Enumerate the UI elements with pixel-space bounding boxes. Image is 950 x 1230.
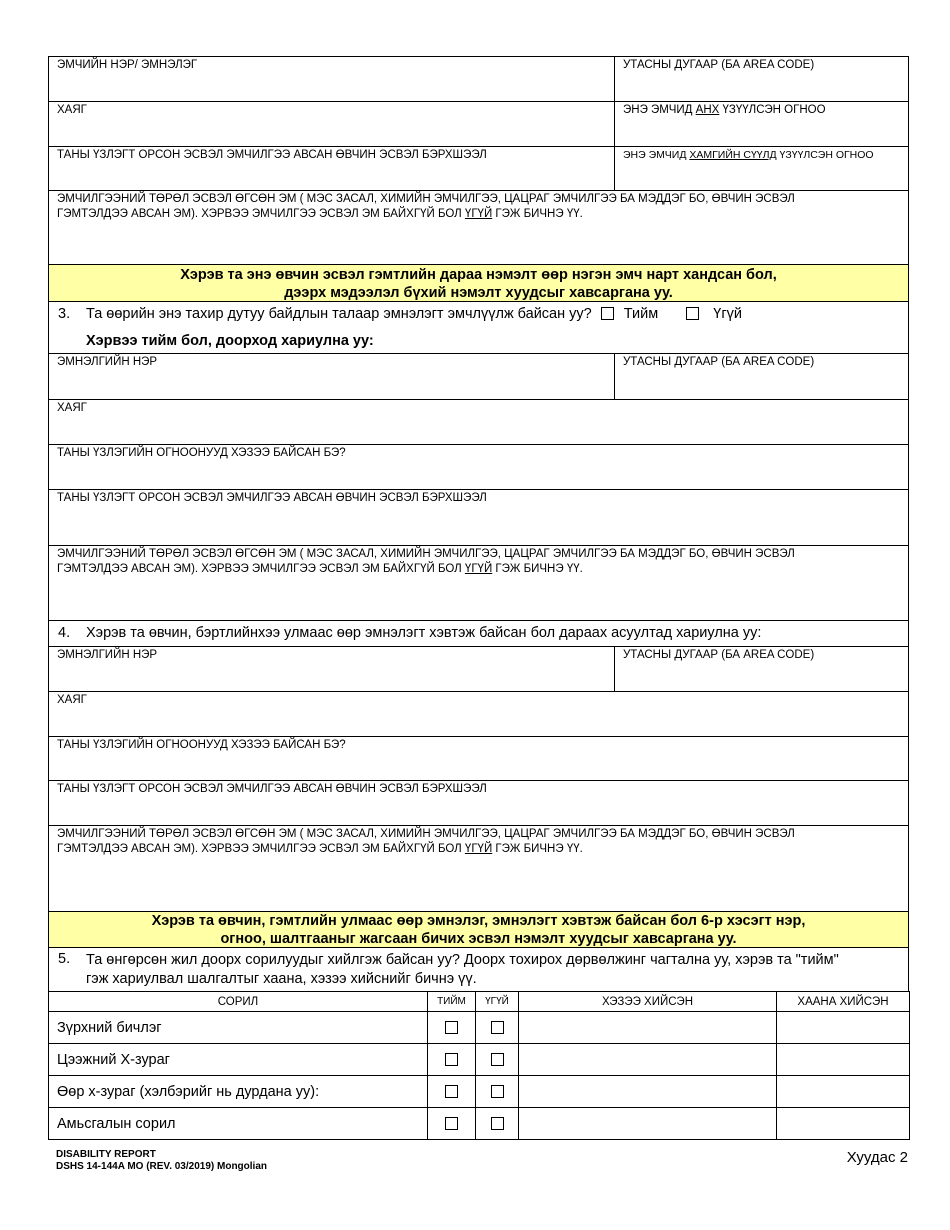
col-when: ХЭЗЭЭ ХИЙСЭН (519, 992, 777, 1012)
hospital2-treatment-cell[interactable] (48, 825, 909, 912)
hospital2-phone-label: УТАСНЫ ДУГААР (БА AREA CODE) (623, 649, 815, 661)
table-row (49, 1012, 910, 1044)
test-name: Цээжний Х-зураг (49, 1044, 428, 1076)
hospital2-reason-cell[interactable] (48, 780, 909, 826)
hospital1-name-cell[interactable] (48, 353, 615, 400)
test-where-cell[interactable] (777, 1044, 910, 1076)
q3-no-checkbox[interactable] (686, 307, 699, 320)
footer-form-info (56, 1149, 267, 1173)
hospital1-name-label: ЭМНЭЛГИЙН НЭР (57, 356, 158, 368)
test-no-checkbox[interactable] (491, 1021, 504, 1034)
doctor-address-cell[interactable] (48, 101, 615, 147)
test-when-cell[interactable] (519, 1076, 777, 1108)
test-name: Өөр х-зураг (хэлбэрийг нь дурдана уу): (49, 1076, 428, 1108)
doctor-phone-label: УТАСНЫ ДУГААР (БА AREA CODE) (623, 59, 815, 71)
question-5-number: 5. (58, 951, 71, 967)
first-visit-cell[interactable] (614, 101, 909, 147)
test-yes-checkbox[interactable] (445, 1117, 458, 1130)
page-number: Хуудас 2 (846, 1149, 908, 1166)
test-yes-checkbox[interactable] (445, 1053, 458, 1066)
test-where-cell[interactable] (777, 1012, 910, 1044)
test-where-cell[interactable] (777, 1076, 910, 1108)
additional-doctors-notice: Хэрэв та энэ өвчин эсвэл гэмтлийн дараа нэмэлт өөр нэгэн эмч нарт хандсан бол, дээрх мэдээлэл бүхий нэмэлт хуудсыг хавсаргана уу. (48, 264, 909, 302)
test-when-cell[interactable] (519, 1044, 777, 1076)
hospital2-reason-label: ТАНЫ ҮЗЛЭГТ ОРСОН ЭСВЭЛ ЭМЧИЛГЭЭ АВСАН ӨВЧИН ЭСВЭЛ БЭРХШЭЭЛ (57, 783, 487, 795)
doctor-address-label: ХАЯГ (57, 104, 87, 116)
hospital1-reason-label: ТАНЫ ҮЗЛЭГТ ОРСОН ЭСВЭЛ ЭМЧИЛГЭЭ АВСАН ӨВЧИН ЭСВЭЛ БЭРХШЭЭЛ (57, 492, 487, 504)
hospital1-reason-cell[interactable] (48, 489, 909, 546)
tests-table-header (49, 992, 910, 1012)
question-3-text: Та өөрийн энэ тахир дутуу байдлын талаар эмнэлэгт эмчлүүлж байсан уу? Тийм Үгүй (86, 306, 742, 322)
test-when-cell[interactable] (519, 1012, 777, 1044)
question-3 (48, 301, 909, 355)
hospital1-phone-label: УТАСНЫ ДУГААР (БА AREA CODE) (623, 356, 815, 368)
hospital1-dates-cell[interactable] (48, 444, 909, 490)
hospital2-dates-cell[interactable] (48, 736, 909, 781)
question-3-number: 3. (58, 306, 71, 322)
footer-form-id: DSHS 14-144A MO (REV. 03/2019) Mongolian (56, 1161, 267, 1172)
hospital1-treatment-label: ЭМЧИЛГЭЭНИЙ ТӨРӨЛ ЭСВЭЛ ӨГСӨН ЭМ ( МЭС ЗАСАЛ, ХИМИЙН ЭМЧИЛГЭЭ, ЦАЦРАГ ЭМЧИЛГЭЭ БА МЭДДЭГ БО, ӨВЧИН ЭСВЭЛ ГЭМТЭЛДЭЭ АВСАН ЭМ). ХЭРВЭЭ ЭМЧИЛГЭЭ ЭСВЭЛ ЭМ БАЙХГҮЙ БОЛ ҮГҮЙ ГЭЖ БИЧНЭ ҮҮ. (57, 548, 795, 575)
tests-table (48, 991, 910, 1140)
col-where: ХААНА ХИЙСЭН (777, 992, 910, 1012)
question-4-text: Хэрэв та өвчин, бэртлийнхээ улмаас өөр эмнэлэгт хэвтэж байсан бол дараах асуултад хариулна уу: (86, 625, 762, 641)
col-test: СОРИЛ (49, 992, 428, 1012)
hospital1-dates-label: ТАНЫ ҮЗЛЭГИЙН ОГНООНУУД ХЭЗЭЭ БАЙСАН БЭ? (57, 447, 346, 459)
doctor-name-cell[interactable] (48, 56, 615, 102)
test-name: Амьсгалын сорил (49, 1108, 428, 1140)
col-yes: ТИЙМ (428, 992, 476, 1012)
hospital1-treatment-cell[interactable] (48, 545, 909, 621)
last-visit-cell[interactable] (614, 146, 909, 191)
hospital2-name-cell[interactable] (48, 646, 615, 692)
doctor-treatment-cell[interactable] (48, 190, 909, 265)
col-no: ҮГҮЙ (476, 992, 519, 1012)
test-when-cell[interactable] (519, 1108, 777, 1140)
q3-no-label: Үгүй (713, 306, 742, 322)
hospital2-address-cell[interactable] (48, 691, 909, 737)
hospitalization-notice: Хэрэв та өвчин, гэмтлийн улмаас өөр эмнэлэг, эмнэлэгт хэвтэж байсан бол 6-р хэсэгт нэр, огноо, шалтгааныг жагсаан бичих эсвэл нэмэлт хуудсыг хавсаргана уу. (48, 911, 909, 948)
footer-title: DISABILITY REPORT (56, 1149, 156, 1160)
table-row (49, 1076, 910, 1108)
test-no-checkbox[interactable] (491, 1117, 504, 1130)
hospital1-address-label: ХАЯГ (57, 402, 87, 414)
question-5 (48, 947, 909, 992)
doctor-treatment-label: ЭМЧИЛГЭЭНИЙ ТӨРӨЛ ЭСВЭЛ ӨГСӨН ЭМ ( МЭС ЗАСАЛ, ХИМИЙН ЭМЧИЛГЭЭ, ЦАЦРАГ ЭМЧИЛГЭЭ БА МЭДДЭГ БО, ӨВЧИН ЭСВЭЛ ГЭМТЭЛДЭЭ АВСАН ЭМ). ХЭРВЭЭ ЭМЧИЛГЭЭ ЭСВЭЛ ЭМ БАЙХГҮЙ БОЛ ҮГҮЙ ГЭЖ БИЧНЭ ҮҮ. (57, 193, 795, 220)
doctor-name-label: ЭМЧИЙН НЭР/ ЭМНЭЛЭГ (57, 59, 198, 71)
question-3-followup: Хэрвээ тийм бол, доорход хариулна уу: (86, 333, 374, 349)
test-no-checkbox[interactable] (491, 1053, 504, 1066)
question-4 (48, 620, 909, 647)
table-row (49, 1044, 910, 1076)
question-4-number: 4. (58, 625, 71, 641)
doctor-phone-cell[interactable] (614, 56, 909, 102)
hospital2-phone-cell[interactable] (614, 646, 909, 692)
test-yes-checkbox[interactable] (445, 1085, 458, 1098)
doctor-visit-reason-label: ТАНЫ ҮЗЛЭГТ ОРСОН ЭСВЭЛ ЭМЧИЛГЭЭ АВСАН ӨВЧИН ЭСВЭЛ БЭРХШЭЭЛ (57, 149, 487, 161)
test-yes-checkbox[interactable] (445, 1021, 458, 1034)
doctor-visit-reason-cell[interactable] (48, 146, 615, 191)
first-visit-label: ЭНЭ ЭМЧИД АНХ ҮЗҮҮЛСЭН ОГНОО (623, 104, 826, 116)
question-5-text: Та өнгөрсөн жил доорх сорилуудыг хийлгэж байсан уу? Доорх тохирох дөрвөлжинг чагтална уу, хэрэв та "тийм" гэж хариулвал шалгалтыг хаана, хэзээ хийснийг бичнэ үү. (86, 952, 839, 987)
last-visit-label: ЭНЭ ЭМЧИД ХАМГИЙН СҮҮЛД ҮЗҮҮЛСЭН ОГНОО (623, 149, 874, 161)
hospital2-treatment-label: ЭМЧИЛГЭЭНИЙ ТӨРӨЛ ЭСВЭЛ ӨГСӨН ЭМ ( МЭС ЗАСАЛ, ХИМИЙН ЭМЧИЛГЭЭ, ЦАЦРАГ ЭМЧИЛГЭЭ БА МЭДДЭГ БО, ӨВЧИН ЭСВЭЛ ГЭМТЭЛДЭЭ АВСАН ЭМ). ХЭРВЭЭ ЭМЧИЛГЭЭ ЭСВЭЛ ЭМ БАЙХГҮЙ БОЛ ҮГҮЙ ГЭЖ БИЧНЭ ҮҮ. (57, 828, 795, 855)
q3-yes-checkbox[interactable] (601, 307, 614, 320)
q3-yes-label: Тийм (623, 306, 659, 322)
hospital2-dates-label: ТАНЫ ҮЗЛЭГИЙН ОГНООНУУД ХЭЗЭЭ БАЙСАН БЭ? (57, 739, 346, 751)
hospital2-name-label: ЭМНЭЛГИЙН НЭР (57, 649, 158, 661)
table-row (49, 1108, 910, 1140)
hospital1-address-cell[interactable] (48, 399, 909, 445)
test-no-checkbox[interactable] (491, 1085, 504, 1098)
hospital1-phone-cell[interactable] (614, 353, 909, 400)
hospital2-address-label: ХАЯГ (57, 694, 87, 706)
test-where-cell[interactable] (777, 1108, 910, 1140)
test-name: Зүрхний бичлэг (49, 1012, 428, 1044)
